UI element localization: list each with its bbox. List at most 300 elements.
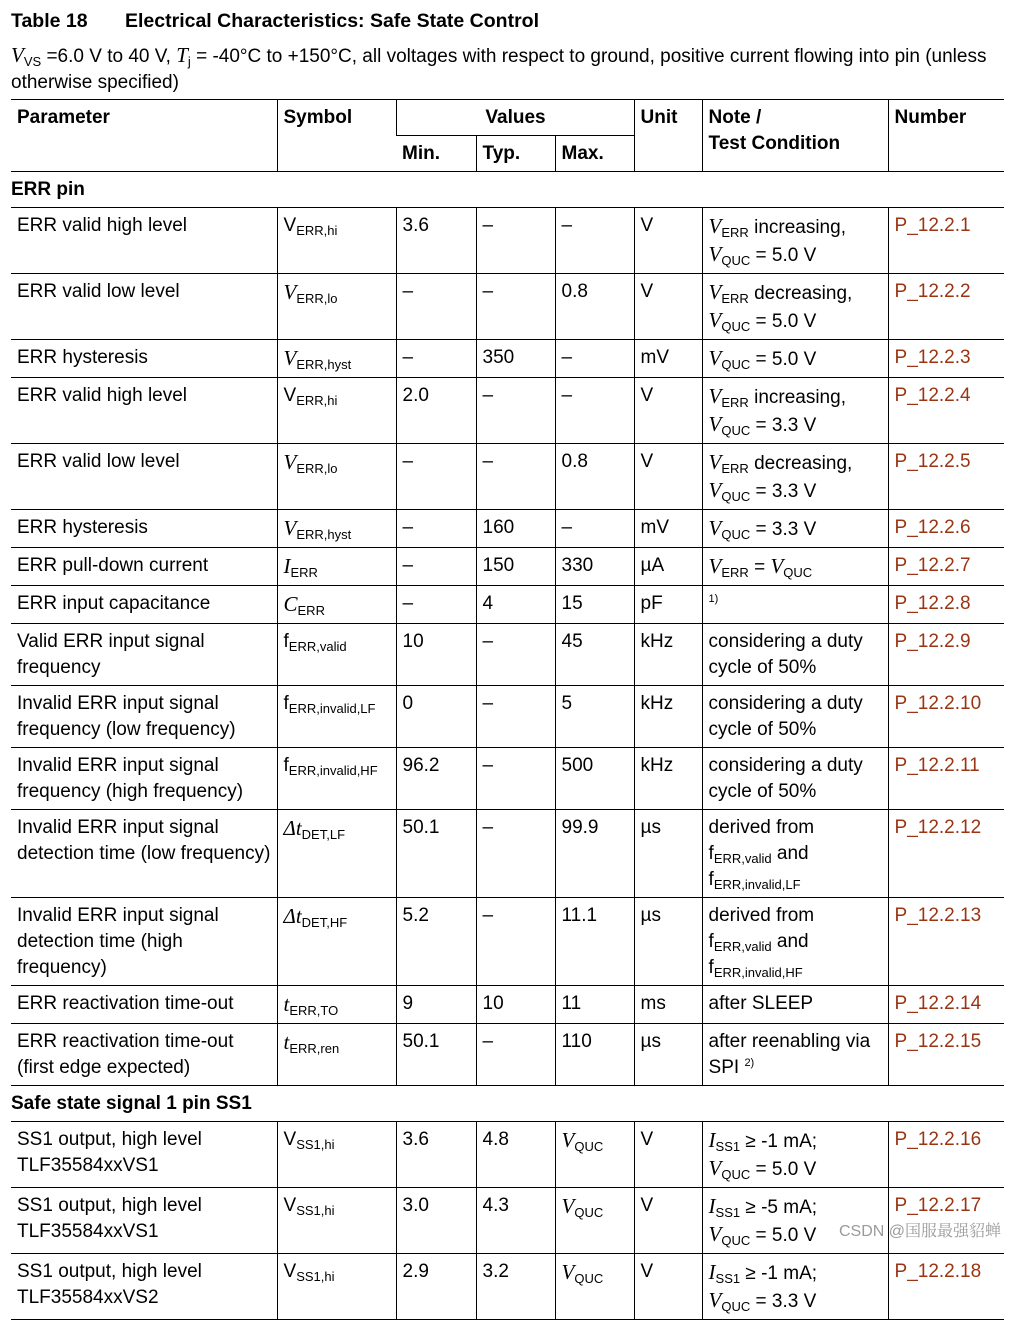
symbol-cell: [277, 1122, 396, 1188]
note-line: [709, 991, 883, 1017]
note-subscript: ERR: [721, 395, 749, 410]
note-subscript: QUC: [721, 253, 751, 268]
max-value: 11: [561, 993, 582, 1014]
note-text: increasing,: [748, 217, 846, 238]
tj-subscript: j: [187, 54, 191, 69]
header-symbol: Symbol: [277, 100, 396, 172]
unit-cell: kHz: [634, 748, 702, 810]
note-variable: V: [708, 346, 722, 370]
characteristics-table: [11, 99, 1004, 1320]
note-subscript: QUC: [721, 319, 751, 334]
symbol-cell: [277, 1188, 396, 1254]
typ-cell: –: [476, 378, 555, 444]
max-value: 500: [561, 755, 594, 776]
note-variable: V: [708, 1222, 722, 1246]
note-text: = 5.0 V: [750, 245, 817, 266]
note-cell: [702, 208, 888, 274]
table-row: [11, 444, 1004, 510]
symbol-subscript: ERR,invalid,HF: [288, 763, 378, 778]
note-cell: [702, 1024, 888, 1086]
note-variable: V: [708, 1156, 722, 1180]
parameter-cell: ERR hysteresis: [11, 340, 277, 378]
note-line: [709, 629, 883, 681]
note-subscript: SS1: [715, 1205, 741, 1220]
note-line: [709, 955, 883, 981]
symbol-main: Δt: [283, 904, 302, 928]
number-cell: P_12.2.6: [888, 510, 1004, 548]
table-caption: [11, 10, 539, 33]
max-value: 330: [561, 555, 594, 576]
symbol-cell: [277, 274, 396, 340]
note-cell: [702, 1122, 888, 1188]
max-cell: [555, 624, 634, 686]
max-value: –: [561, 385, 573, 406]
max-value: 99.9: [561, 817, 599, 838]
symbol-subscript: ERR,hi: [296, 393, 338, 408]
note-line: [709, 1259, 883, 1287]
typ-cell: 4: [476, 586, 555, 624]
note-variable: V: [708, 450, 722, 474]
note-line: [709, 241, 883, 269]
number-cell: P_12.2.18: [888, 1254, 1004, 1320]
note-line: [709, 591, 883, 617]
typ-cell: –: [476, 748, 555, 810]
typ-cell: 3.2: [476, 1254, 555, 1320]
note-subscript: QUC: [721, 423, 751, 438]
parameter-cell: Invalid ERR input signal frequency (low frequency): [11, 686, 277, 748]
note-variable: V: [708, 242, 722, 266]
footnote-ref: 2): [744, 1057, 755, 1069]
max-variable: V: [561, 1194, 575, 1218]
note-subscript: ERR,valid: [713, 851, 772, 866]
note-cell: [702, 986, 888, 1024]
max-cell: [555, 686, 634, 748]
symbol-cell: [277, 510, 396, 548]
number-cell: P_12.2.17: [888, 1188, 1004, 1254]
note-subscript: ERR,invalid,HF: [713, 965, 803, 980]
unit-cell: pF: [634, 586, 702, 624]
table-row: [11, 274, 1004, 340]
vs-variable: V: [11, 43, 24, 67]
symbol-cell: [277, 748, 396, 810]
note-line: [709, 691, 883, 743]
note-variable: V: [708, 1288, 722, 1312]
unit-cell: V: [634, 1188, 702, 1254]
max-cell: [555, 274, 634, 340]
number-cell: P_12.2.13: [888, 898, 1004, 986]
header-typ: Typ.: [476, 136, 555, 172]
symbol-main: V: [283, 516, 297, 540]
table-number: Table 18: [11, 10, 88, 32]
number-cell: P_12.2.12: [888, 810, 1004, 898]
typ-cell: –: [476, 686, 555, 748]
typ-cell: –: [476, 898, 555, 986]
max-cell: [555, 898, 634, 986]
max-variable: V: [561, 1128, 575, 1152]
note-variable: V: [770, 554, 784, 578]
note-text: derived from: [708, 817, 815, 838]
max-cell: [555, 378, 634, 444]
note-subscript: QUC: [721, 527, 751, 542]
note-variable: I: [708, 1128, 716, 1152]
min-cell: 96.2: [396, 748, 476, 810]
typ-cell: 10: [476, 986, 555, 1024]
typ-cell: –: [476, 1024, 555, 1086]
max-value: 11.1: [561, 905, 598, 926]
unit-cell: ms: [634, 986, 702, 1024]
min-cell: 2.0: [396, 378, 476, 444]
max-value: –: [561, 215, 573, 236]
header-note-line2: Test Condition: [708, 133, 841, 154]
table-row: [11, 748, 1004, 810]
max-value: 15: [561, 593, 583, 614]
note-text: decreasing,: [748, 453, 853, 474]
min-cell: 9: [396, 986, 476, 1024]
typ-cell: 350: [476, 340, 555, 378]
note-text: = 5.0 V: [750, 1225, 817, 1246]
typ-cell: 4.8: [476, 1122, 555, 1188]
number-cell: P_12.2.10: [888, 686, 1004, 748]
symbol-main: t: [283, 992, 290, 1016]
note-subscript: ERR: [721, 461, 749, 476]
note-line: [709, 449, 883, 477]
min-cell: –: [396, 444, 476, 510]
symbol-cell: [277, 1254, 396, 1320]
note-line: [709, 867, 883, 893]
max-value: 5: [561, 693, 573, 714]
note-variable: V: [708, 214, 722, 238]
number-cell: P_12.2.4: [888, 378, 1004, 444]
max-subscript: QUC: [574, 1139, 604, 1154]
symbol-cell: [277, 986, 396, 1024]
max-value: 0.8: [561, 451, 588, 472]
symbol-subscript: ERR: [290, 565, 318, 580]
note-text: derived from: [708, 905, 815, 926]
note-text: = 5.0 V: [750, 349, 817, 370]
note-line: [709, 753, 883, 805]
symbol-subscript: ERR,lo: [296, 461, 338, 476]
parameter-cell: ERR valid high level: [11, 378, 277, 444]
table-row: [11, 208, 1004, 274]
note-line: [709, 279, 883, 307]
max-value: 110: [561, 1031, 592, 1052]
note-cell: [702, 548, 888, 586]
typ-cell: –: [476, 274, 555, 340]
header-min: Min.: [396, 136, 476, 172]
note-cell: [702, 1254, 888, 1320]
note-cell: [702, 686, 888, 748]
table-row: [11, 510, 1004, 548]
conditions-text-1: =6.0 V to 40 V,: [41, 46, 177, 67]
unit-cell: µA: [634, 548, 702, 586]
parameter-cell: SS1 output, high level TLF35584xxVS1: [11, 1188, 277, 1254]
note-subscript: QUC: [721, 1299, 751, 1314]
max-value: –: [561, 517, 573, 538]
note-variable: I: [708, 1260, 716, 1284]
table-row: [11, 548, 1004, 586]
note-line: [709, 1127, 883, 1155]
note-variable: I: [708, 1194, 716, 1218]
section-row: [11, 172, 1004, 208]
note-line: [709, 515, 883, 543]
note-cell: [702, 586, 888, 624]
symbol-main: V: [283, 450, 297, 474]
min-cell: 50.1: [396, 810, 476, 898]
note-subscript: QUC: [721, 489, 751, 504]
header-values: Values: [396, 100, 634, 136]
note-subscript: SS1: [715, 1271, 741, 1286]
header-note: [702, 100, 888, 172]
note-text: = 3.3 V: [750, 481, 817, 502]
unit-cell: mV: [634, 340, 702, 378]
typ-cell: 4.3: [476, 1188, 555, 1254]
header-max: Max.: [555, 136, 634, 172]
min-cell: –: [396, 340, 476, 378]
number-cell: P_12.2.5: [888, 444, 1004, 510]
max-value: –: [561, 347, 573, 368]
number-cell: P_12.2.11: [888, 748, 1004, 810]
note-variable: V: [708, 412, 722, 436]
number-cell: P_12.2.9: [888, 624, 1004, 686]
note-f: f: [708, 869, 714, 890]
unit-cell: mV: [634, 510, 702, 548]
symbol-cell: [277, 586, 396, 624]
note-text: after SLEEP: [708, 993, 814, 1014]
table-row: [11, 624, 1004, 686]
note-cell: [702, 444, 888, 510]
max-cell: [555, 1188, 634, 1254]
symbol-subscript: ERR,hyst: [296, 357, 352, 372]
parameter-cell: Invalid ERR input signal detection time (high frequency): [11, 898, 277, 986]
unit-cell: V: [634, 274, 702, 340]
symbol-main: V: [283, 215, 297, 236]
max-cell: [555, 986, 634, 1024]
note-text: and: [771, 931, 809, 952]
symbol-subscript: ERR,invalid,LF: [288, 701, 376, 716]
symbol-subscript: DET,HF: [301, 915, 348, 930]
note-text: = 3.3 V: [750, 1291, 817, 1312]
note-subscript: ERR,valid: [713, 939, 772, 954]
table-row: [11, 378, 1004, 444]
note-subscript: QUC: [721, 1167, 751, 1182]
note-line: [709, 841, 883, 867]
parameter-cell: ERR valid low level: [11, 444, 277, 510]
typ-cell: 160: [476, 510, 555, 548]
min-cell: 3.6: [396, 208, 476, 274]
table-row: [11, 986, 1004, 1024]
symbol-subscript: ERR,valid: [288, 639, 347, 654]
symbol-cell: [277, 444, 396, 510]
symbol-cell: [277, 624, 396, 686]
min-cell: 50.1: [396, 1024, 476, 1086]
max-cell: [555, 510, 634, 548]
note-subscript: QUC: [721, 357, 751, 372]
number-cell: P_12.2.2: [888, 274, 1004, 340]
table-row: [11, 586, 1004, 624]
symbol-main: V: [283, 346, 297, 370]
note-line: [709, 477, 883, 505]
note-subscript: SS1: [715, 1139, 741, 1154]
min-cell: 0: [396, 686, 476, 748]
parameter-cell: SS1 output, high level TLF35584xxVS2: [11, 1254, 277, 1320]
symbol-main: V: [283, 280, 297, 304]
symbol-subscript: SS1,hi: [296, 1137, 335, 1152]
note-line: [709, 553, 883, 581]
note-line: [709, 345, 883, 373]
note-cell: [702, 274, 888, 340]
symbol-main: f: [283, 755, 289, 776]
symbol-main: t: [283, 1030, 290, 1054]
note-text: ≥ -5 mA;: [740, 1197, 818, 1218]
max-subscript: QUC: [574, 1271, 604, 1286]
note-line: [709, 1193, 883, 1221]
symbol-subscript: ERR,hyst: [296, 527, 352, 542]
note-text: = 3.3 V: [750, 519, 817, 540]
symbol-cell: [277, 810, 396, 898]
max-cell: [555, 810, 634, 898]
note-variable: V: [708, 384, 722, 408]
symbol-cell: [277, 378, 396, 444]
table-row: [11, 1254, 1004, 1320]
watermark: CSDN @国服最强貂蝉: [838, 1223, 1001, 1240]
max-cell: [555, 748, 634, 810]
symbol-main: V: [283, 385, 297, 406]
note-line: [709, 929, 883, 955]
max-cell: [555, 548, 634, 586]
table-row: [11, 898, 1004, 986]
note-text: decreasing,: [748, 283, 853, 304]
note-variable: V: [708, 554, 722, 578]
max-cell: [555, 444, 634, 510]
section-title: Safe state signal 1 pin SS1: [11, 1086, 1004, 1122]
parameter-cell: SS1 output, high level TLF35584xxVS1: [11, 1122, 277, 1188]
section-row: [11, 1086, 1004, 1122]
note-cell: [702, 898, 888, 986]
max-cell: [555, 1122, 634, 1188]
table-title: Electrical Characteristics: Safe State Control: [125, 10, 539, 32]
min-cell: 3.6: [396, 1122, 476, 1188]
typ-cell: 150: [476, 548, 555, 586]
header-unit: Unit: [634, 100, 702, 172]
parameter-cell: Invalid ERR input signal detection time (low frequency): [11, 810, 277, 898]
note-cell: [702, 510, 888, 548]
parameter-cell: ERR pull-down current: [11, 548, 277, 586]
note-cell: [702, 748, 888, 810]
symbol-cell: [277, 898, 396, 986]
symbol-main: V: [283, 1195, 297, 1216]
symbol-cell: [277, 340, 396, 378]
note-line: [709, 1155, 883, 1183]
header-parameter: Parameter: [11, 100, 277, 172]
parameter-cell: ERR reactivation time-out (first edge expected): [11, 1024, 277, 1086]
note-line: [709, 307, 883, 335]
table-conditions: [11, 42, 1001, 96]
note-variable: V: [708, 478, 722, 502]
note-text: considering a duty cycle of 50%: [708, 631, 863, 678]
symbol-main: f: [283, 631, 289, 652]
note-text: considering a duty cycle of 50%: [708, 755, 863, 802]
note-f: f: [708, 957, 714, 978]
table-row: [11, 1122, 1004, 1188]
note-subscript: ERR,invalid,LF: [713, 877, 801, 892]
note-cell: [702, 378, 888, 444]
typ-cell: –: [476, 208, 555, 274]
symbol-cell: [277, 686, 396, 748]
note-line: [709, 1029, 883, 1081]
parameter-cell: Valid ERR input signal frequency: [11, 624, 277, 686]
note-text: ≥ -1 mA;: [740, 1131, 818, 1152]
min-cell: –: [396, 274, 476, 340]
max-cell: [555, 340, 634, 378]
max-value: 0.8: [561, 281, 588, 302]
symbol-subscript: ERR,lo: [296, 291, 338, 306]
number-cell: P_12.2.8: [888, 586, 1004, 624]
symbol-subscript: SS1,hi: [296, 1203, 335, 1218]
table-row: [11, 340, 1004, 378]
unit-cell: µs: [634, 1024, 702, 1086]
max-subscript: QUC: [574, 1205, 604, 1220]
table-row: [11, 686, 1004, 748]
note-text: and: [771, 843, 809, 864]
symbol-subscript: DET,LF: [301, 827, 346, 842]
unit-cell: V: [634, 378, 702, 444]
max-cell: [555, 208, 634, 274]
symbol-subscript: ERR,TO: [289, 1003, 339, 1018]
min-cell: 3.0: [396, 1188, 476, 1254]
note-text: = 3.3 V: [750, 415, 817, 436]
unit-cell: V: [634, 1254, 702, 1320]
symbol-subscript: ERR: [297, 603, 325, 618]
max-cell: [555, 1024, 634, 1086]
typ-cell: –: [476, 624, 555, 686]
symbol-main: Δt: [283, 816, 302, 840]
note-text: increasing,: [748, 387, 846, 408]
table-body: [11, 172, 1004, 1320]
note-subscript: ERR: [721, 565, 749, 580]
note-f: f: [708, 931, 714, 952]
min-cell: –: [396, 586, 476, 624]
min-cell: 5.2: [396, 898, 476, 986]
unit-cell: µs: [634, 810, 702, 898]
min-cell: 2.9: [396, 1254, 476, 1320]
parameter-cell: ERR input capacitance: [11, 586, 277, 624]
note-line: [709, 1287, 883, 1315]
unit-cell: V: [634, 444, 702, 510]
tj-variable: T: [176, 43, 188, 67]
max-cell: [555, 586, 634, 624]
note-line: [709, 383, 883, 411]
note-variable: V: [708, 308, 722, 332]
header-number: Number: [888, 100, 1004, 172]
note-line: [709, 213, 883, 241]
symbol-main: C: [283, 592, 298, 616]
symbol-subscript: ERR,hi: [296, 223, 338, 238]
number-cell: P_12.2.3: [888, 340, 1004, 378]
header-note-line1: Note /: [708, 107, 762, 128]
min-cell: –: [396, 510, 476, 548]
symbol-main: V: [283, 1129, 297, 1150]
note-subscript: QUC: [721, 1233, 751, 1248]
table-row: [11, 810, 1004, 898]
note-subscript: ERR: [721, 291, 749, 306]
section-title: ERR pin: [11, 172, 1004, 208]
note-text: ≥ -1 mA;: [740, 1263, 818, 1284]
unit-cell: V: [634, 208, 702, 274]
max-variable: V: [561, 1260, 575, 1284]
min-cell: 10: [396, 624, 476, 686]
note-text: considering a duty cycle of 50%: [708, 693, 863, 740]
symbol-cell: [277, 1024, 396, 1086]
